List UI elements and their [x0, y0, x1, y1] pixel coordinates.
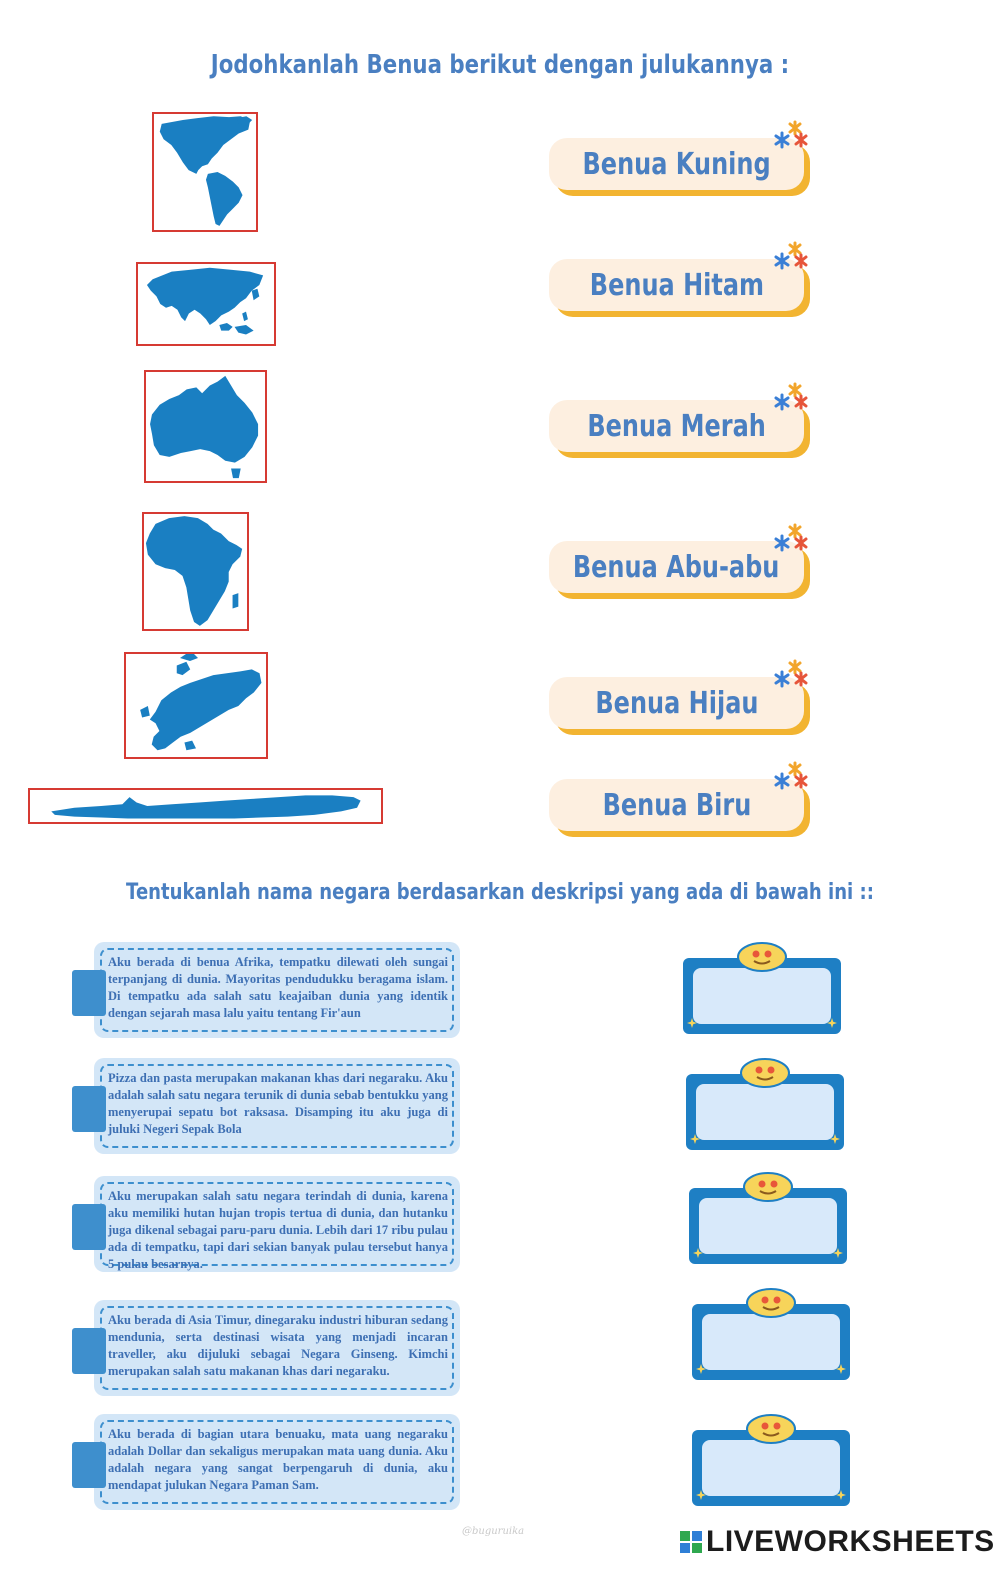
answer-box-3[interactable]	[689, 1176, 847, 1256]
label-card-4[interactable]	[549, 541, 804, 593]
description-text: Aku berada di bagian utara benuaku, mata uang negaraku adalah Dollar dan sekaligus merupakan mata uang dunia. Aku adalah negara yang sangat berpengaruh di dunia, aku mendapat julukan Negara Paman Sam.	[108, 1427, 448, 1492]
star-icon	[696, 1490, 706, 1500]
answer-input[interactable]	[702, 1314, 840, 1370]
flower-icon	[772, 382, 812, 416]
smiley-icon	[737, 942, 787, 972]
star-icon	[690, 1134, 700, 1144]
answer-box-1[interactable]	[683, 946, 841, 1026]
label-text: Benua Biru	[602, 787, 751, 823]
label-card-face	[549, 541, 804, 593]
label-text: Benua Merah	[587, 408, 766, 444]
label-card-3[interactable]	[549, 400, 804, 452]
smiley-icon	[743, 1172, 793, 1202]
label-text: Benua Abu-abu	[573, 549, 780, 585]
answer-input[interactable]	[693, 968, 831, 1024]
star-icon	[833, 1248, 843, 1258]
star-icon	[827, 1018, 837, 1028]
description-text: Aku merupakan salah satu negara terindah di dunia, karena aku memiliki hutan hujan tropis tertua di dunia, dan hutanku juga dikenal sebagai paru-paru dunia. Lebih dari 17 ribu pulau ada di tempatku, tapi dari sekian banyak pulau tersebut hanya 5 pulau besarnya.	[108, 1189, 448, 1271]
label-card-6[interactable]	[549, 779, 804, 831]
label-card-face	[549, 400, 804, 452]
flower-icon	[772, 120, 812, 154]
map-box-asia[interactable]	[136, 262, 276, 346]
asia-map-icon	[138, 264, 274, 344]
watermark: @buguruika	[462, 1526, 525, 1537]
smiley-icon	[740, 1058, 790, 1088]
label-card-1[interactable]	[549, 138, 804, 190]
map-box-americas[interactable]	[152, 112, 258, 232]
answer-box-4[interactable]	[692, 1292, 850, 1372]
star-icon	[687, 1018, 697, 1028]
answer-box-5[interactable]	[692, 1418, 850, 1498]
description-text: Aku berada di Asia Timur, dinegaraku industri hiburan sedang mendunia, serta destinasi wisata yang menjadi incaran traveller, aku dijuluki sebagai Negara Ginseng. Kimchi merupakan salah satu makanan khas dari negaraku.	[108, 1313, 448, 1378]
answer-input[interactable]	[696, 1084, 834, 1140]
map-box-africa[interactable]	[142, 512, 249, 631]
note-tab	[72, 1204, 106, 1250]
answer-input[interactable]	[699, 1198, 837, 1254]
brand-text: LIVEWORKSHEETS	[706, 1525, 995, 1558]
description-text: Pizza dan pasta merupakan makanan khas dari negaraku. Aku adalah salah satu negara terunik di dunia sebab bentukku yang menyerupai sepatu bot raksasa. Disamping itu aku juga di juluki Negeri Sepak Bola	[108, 1071, 448, 1136]
label-card-face	[549, 138, 804, 190]
africa-map-icon	[144, 514, 247, 629]
star-icon	[696, 1364, 706, 1374]
australia-map-icon	[146, 372, 265, 481]
map-box-europe[interactable]	[124, 652, 268, 759]
label-text: Benua Kuning	[582, 146, 771, 182]
flower-icon	[772, 241, 812, 275]
brand-logo[interactable]	[680, 1525, 995, 1559]
star-icon	[836, 1490, 846, 1500]
answer-box-2[interactable]	[686, 1062, 844, 1142]
label-card-face	[549, 779, 804, 831]
star-icon	[830, 1134, 840, 1144]
description-card-1	[94, 942, 460, 1038]
description-card-3	[94, 1176, 460, 1272]
label-card-5[interactable]	[549, 677, 804, 729]
flower-icon	[772, 523, 812, 557]
note-tab	[72, 970, 106, 1016]
note-tab	[72, 1086, 106, 1132]
antarctica-map-icon	[30, 790, 381, 822]
europe-map-icon	[126, 654, 266, 757]
description-text: Aku berada di benua Afrika, tempatku dilewati oleh sungai terpanjang di dunia. Mayoritas pendudukku beragama islam. Di tempatku ada salah satu keajaiban dunia yang identik dengan sejarah masa lalu yaitu tentang Fir'aun	[108, 955, 448, 1020]
label-card-2[interactable]	[549, 259, 804, 311]
section-1-title: Jodohkanlah Benua berikut dengan julukannya :	[210, 50, 790, 80]
star-icon	[836, 1364, 846, 1374]
flower-icon	[772, 659, 812, 693]
description-card-4	[94, 1300, 460, 1396]
note-tab	[72, 1328, 106, 1374]
label-card-face	[549, 259, 804, 311]
flower-icon	[772, 761, 812, 795]
liveworksheets-logo-icon	[680, 1531, 702, 1553]
smiley-icon	[746, 1414, 796, 1444]
description-card-2	[94, 1058, 460, 1154]
star-icon	[693, 1248, 703, 1258]
description-card-5	[94, 1414, 460, 1510]
label-text: Benua Hijau	[594, 685, 759, 721]
section-2-title: Tentukanlah nama negara berdasarkan deskripsi yang ada di bawah ini ::	[126, 880, 874, 905]
answer-input[interactable]	[702, 1440, 840, 1496]
note-tab	[72, 1442, 106, 1488]
map-box-antarctica[interactable]	[28, 788, 383, 824]
smiley-icon	[746, 1288, 796, 1318]
americas-map-icon	[154, 114, 256, 230]
map-box-australia[interactable]	[144, 370, 267, 483]
europe-island-icon	[178, 652, 200, 662]
label-card-face	[549, 677, 804, 729]
label-text: Benua Hitam	[589, 267, 764, 303]
